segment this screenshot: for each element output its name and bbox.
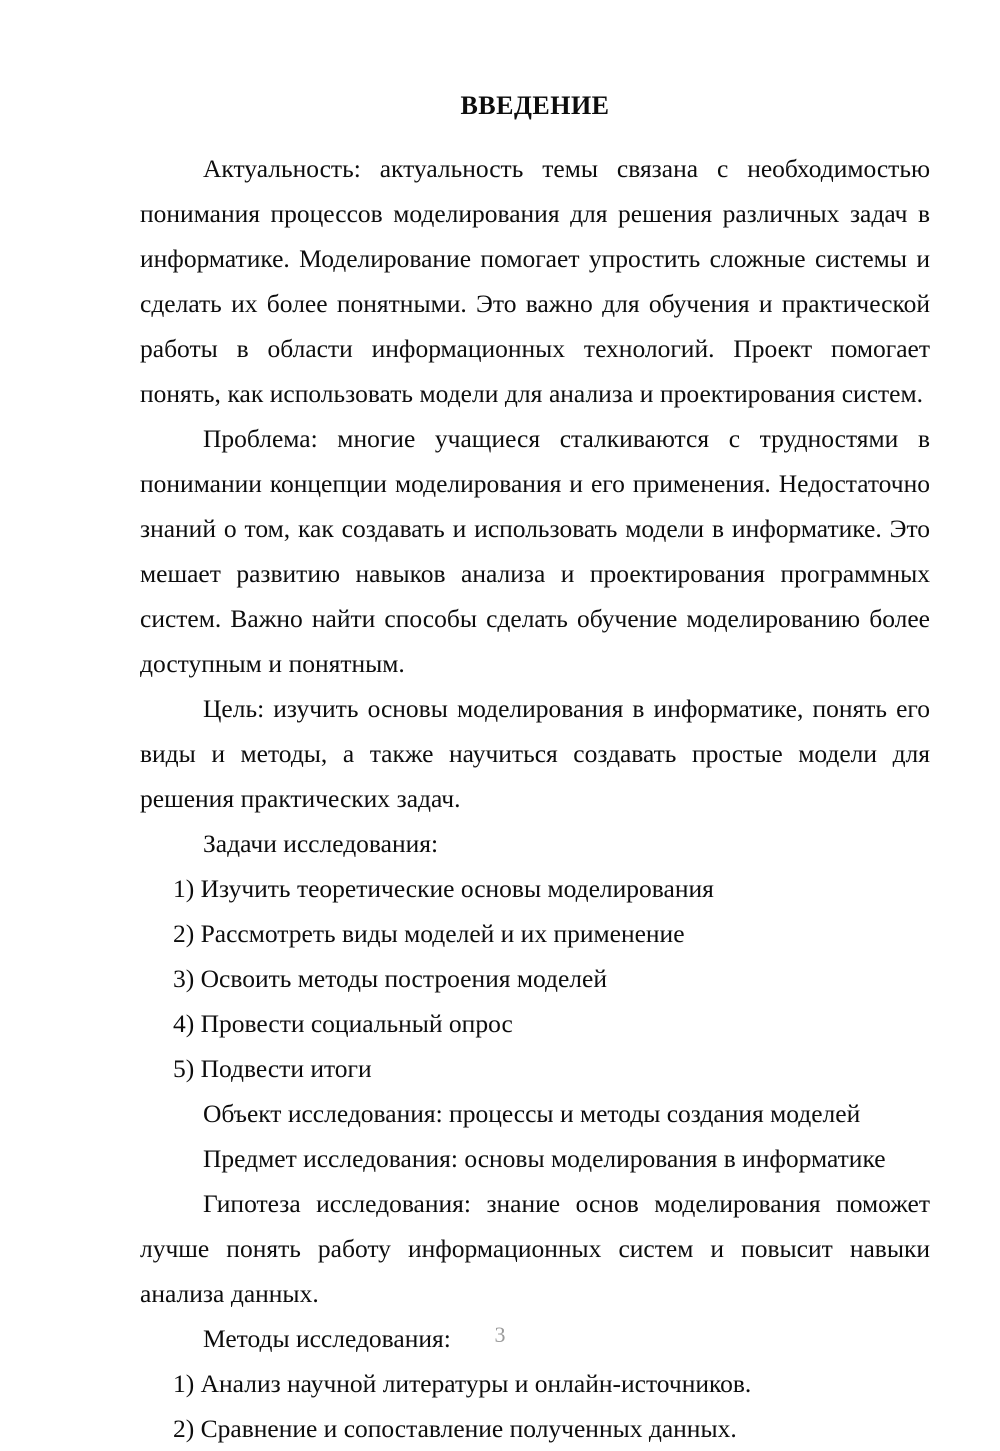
methods-heading: Методы исследования:	[203, 1323, 451, 1353]
list-item: 2) Сравнение и сопоставление полученных данных.	[173, 1413, 737, 1443]
paragraph-object: Объект исследования: процессы и методы создания моделей	[203, 1098, 861, 1128]
page-number: 3	[494, 1322, 506, 1347]
paragraph-relevance: Актуальность: актуальность темы связана с необходимостью понимания процессов моделирования для решения различных задач в информатике. Моделирование помогает упростить сложные системы и сделать их более понятными. Это важно для обучения и практической работы в области информационных технологий. Проект помогает понять, как использовать модели для анализа и проектирования систем.	[140, 153, 930, 408]
list-item: 4) Провести социальный опрос	[173, 1008, 513, 1038]
list-item: 5) Подвести итоги	[173, 1053, 372, 1083]
tasks-heading: Задачи исследования:	[203, 828, 439, 858]
list-item: 3) Освоить методы построения моделей	[173, 963, 607, 993]
list-item: 1) Изучить теоретические основы моделирования	[173, 873, 714, 903]
paragraph-subject: Предмет исследования: основы моделирования в информатике	[203, 1143, 886, 1173]
list-item: 1) Анализ научной литературы и онлайн-источников.	[173, 1368, 752, 1398]
paragraph-problem: Проблема: многие учащиеся сталкиваются с трудностями в понимании концепции моделирования и его применения. Недостаточно знаний о том, как создавать и использовать модели в информатике. Это мешает развитию навыков анализа и проектирования программных систем. Важно найти способы сделать обучение моделированию более доступным и понятным.	[140, 423, 930, 678]
paragraph-hypothesis: Гипотеза исследования: знание основ моделирования поможет лучше понять работу информационных систем и повысит навыки анализа данных.	[140, 1188, 930, 1308]
page-title: ВВЕДЕНИЕ	[460, 91, 610, 120]
document-body	[140, 146, 930, 1451]
page-content	[140, 0, 930, 1451]
paragraph-goal: Цель: изучить основы моделирования в информатике, понять его виды и методы, а также научиться создавать простые модели для решения практических задач.	[140, 693, 930, 813]
list-item: 2) Рассмотреть виды моделей и их применение	[173, 918, 685, 948]
